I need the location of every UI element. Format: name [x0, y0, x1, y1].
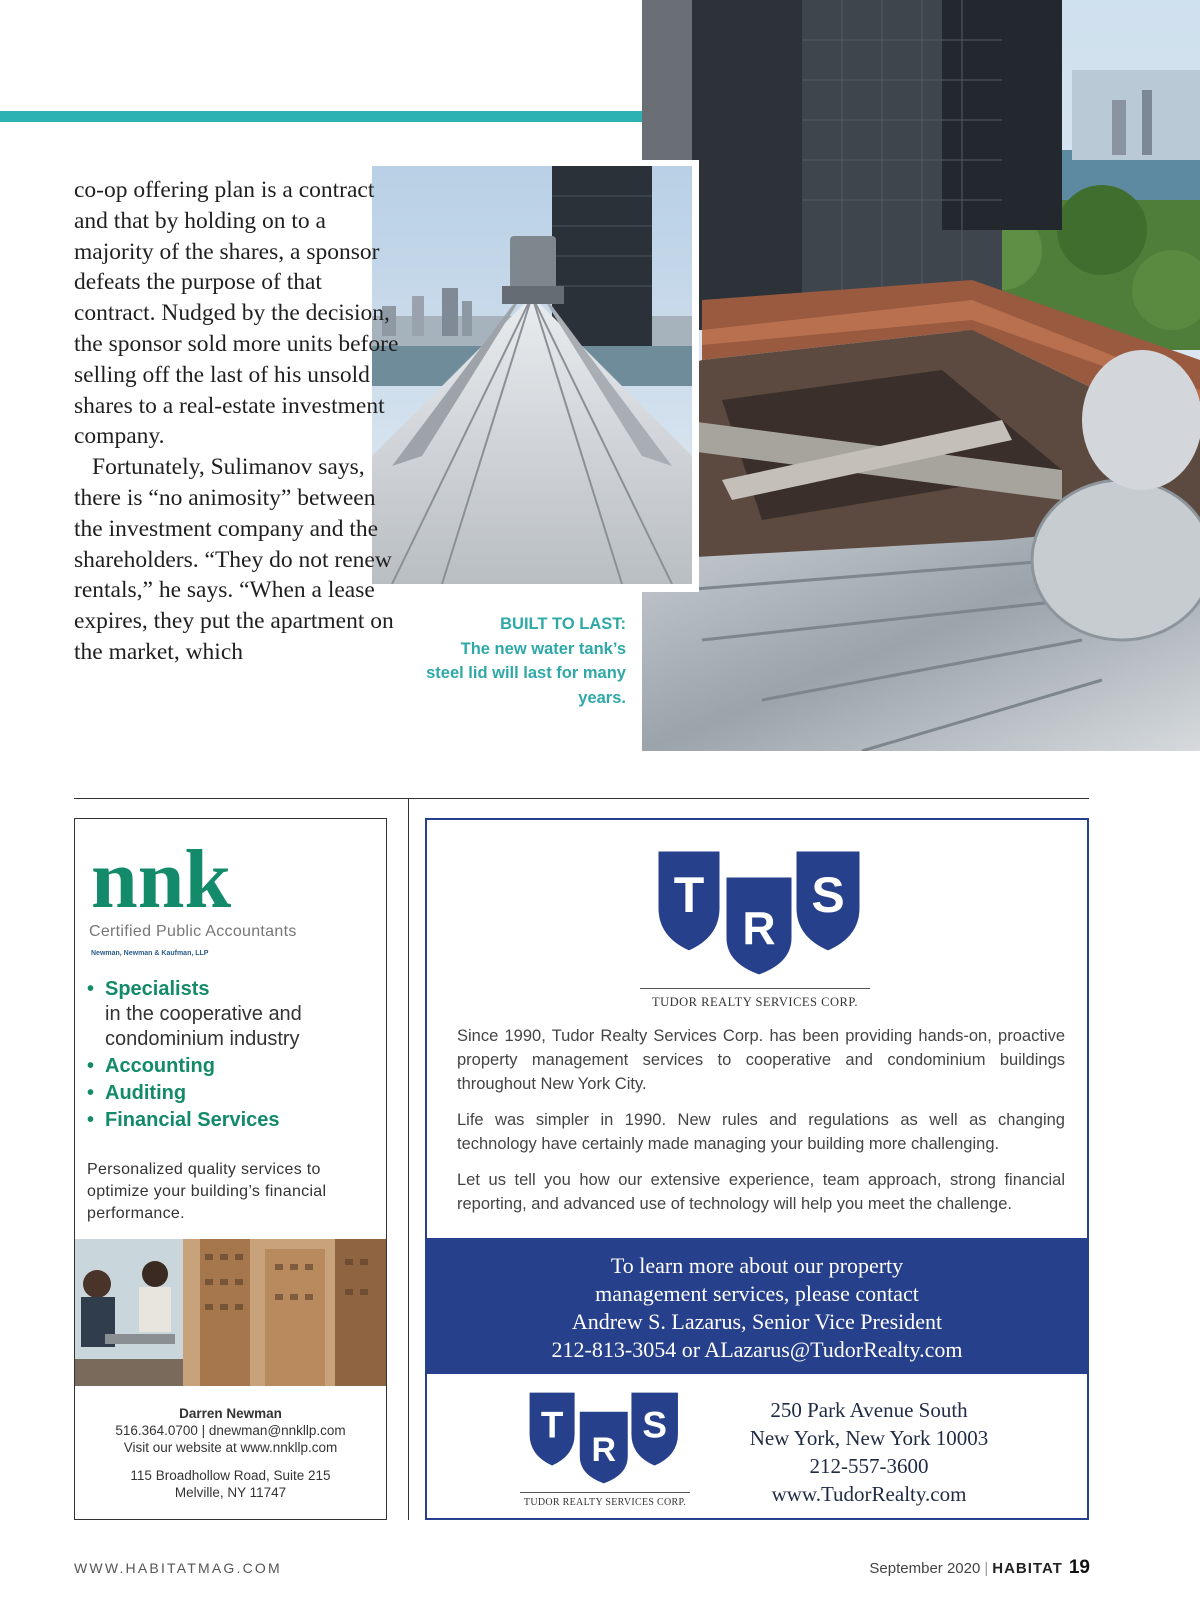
nnk-ad-photo — [75, 1239, 386, 1386]
trs-description — [457, 1024, 1065, 1228]
nnk-logo-text: nnk — [91, 833, 232, 919]
trs-website-link[interactable]: www.TudorRealty.com — [771, 1482, 967, 1506]
water-tank-lid-photo — [372, 166, 692, 584]
trs-paragraph: Let us tell you how our extensive experience, team approach, strong financial reporting, and advanced use of technology will help you meet the challenge. — [457, 1171, 1065, 1213]
nnk-services-list — [87, 977, 377, 1135]
trs-contact-banner — [427, 1238, 1087, 1374]
trs-company-name-small: TUDOR REALTY SERVICES CORP. — [515, 1492, 695, 1508]
nnk-address-2: Melville, NY 11747 — [174, 1485, 287, 1500]
trs-cta-line: Andrew S. Lazarus, Senior Vice President — [571, 1309, 943, 1334]
page-number: 19 — [1068, 1557, 1090, 1578]
trs-logo-small — [527, 1390, 682, 1486]
footer-folio: September 2020 | HABITAT 19 — [869, 1557, 1090, 1578]
nnk-contact-name: Darren Newman — [179, 1406, 282, 1421]
trs-cta-line: To learn more about our property — [610, 1253, 904, 1278]
trs-cta-contact[interactable]: 212-813-3054 or ALazarus@TudorRealty.com — [551, 1337, 963, 1362]
nnk-website[interactable]: Visit our website at www.nnkllp.com — [123, 1440, 338, 1455]
caption-text: The new water tank’s steel lid will last for many years. — [426, 639, 626, 707]
service-item: • Accounting — [87, 1055, 215, 1077]
header-accent-rule — [0, 111, 642, 122]
trs-advertisement[interactable] — [425, 818, 1089, 1520]
nnk-advertisement[interactable] — [74, 818, 387, 1520]
trs-address-line: New York, New York 10003 — [749, 1426, 989, 1450]
footer-magazine: HABITAT — [992, 1560, 1063, 1577]
article-paragraph: Fortunately, Sulimanov says, there is “no animosity” between the investment company and the shareholders. “They do not renew rentals,” he says. “When a lease expires, they put the apartment on the market, which — [74, 454, 394, 665]
ad-divider — [408, 798, 409, 1520]
trs-letter-s: S — [811, 867, 845, 923]
trs-cta-line: management services, please contact — [595, 1281, 919, 1306]
trs-address-line: 250 Park Avenue South — [770, 1398, 968, 1422]
trs-address-block — [699, 1396, 1039, 1508]
trs-letter-t: T — [673, 867, 705, 923]
nnk-address-1: 115 Broadhollow Road, Suite 215 — [130, 1468, 331, 1483]
photo-caption — [420, 612, 626, 710]
service-item: • Financial Services — [87, 1109, 280, 1131]
trs-paragraph: Since 1990, Tudor Realty Services Corp. has been providing hands-on, proactive property management services to cooperative and condominium buildings throughout New York City. — [457, 1027, 1065, 1093]
trs-paragraph: Life was simpler in 1990. New rules and regulations as well as changing technology have certainly made managing your building more challenging. — [457, 1111, 1065, 1153]
article-paragraph: co-op offering plan is a contract and that by holding on to a majority of the shares, a sponsor defeats the purpose of that contract. Nudged by the decision, the sponsor sold more units before selling off the last of his unsold shares to a real-estate investment company. — [74, 177, 399, 450]
nnk-tagline: Certified Public Accountants — [89, 923, 297, 940]
service-item: • Specialists in the cooperative and condominium industry — [87, 978, 302, 1050]
nnk-logo — [89, 829, 269, 919]
nnk-contact-line[interactable]: 516.364.0700 | dnewman@nnkllp.com — [115, 1423, 346, 1438]
section-divider — [74, 798, 1089, 799]
trs-letter-r: R — [742, 902, 776, 954]
service-item: • Auditing — [87, 1082, 187, 1104]
trs-letter-r: R — [591, 1430, 617, 1469]
caption-heading: BUILT TO LAST: — [500, 615, 626, 633]
nnk-pitch: Personalized quality services to optimize your building’s financial performance. — [87, 1161, 327, 1222]
rooftop-photo — [642, 0, 1200, 751]
trs-letter-s: S — [642, 1404, 667, 1446]
trs-letter-t: T — [540, 1404, 564, 1446]
footer-issue: September 2020 — [869, 1560, 981, 1577]
nnk-firm-name: Newman, Newman & Kaufman, LLP — [91, 950, 209, 957]
footer-website[interactable]: WWW.HABITATMAG.COM — [74, 1560, 282, 1576]
article-body — [74, 175, 404, 668]
nnk-contact-block — [75, 1405, 386, 1501]
trs-company-name: TUDOR REALTY SERVICES CORP. — [635, 988, 875, 1010]
trs-logo — [655, 848, 865, 978]
trs-phone[interactable]: 212-557-3600 — [809, 1454, 929, 1478]
